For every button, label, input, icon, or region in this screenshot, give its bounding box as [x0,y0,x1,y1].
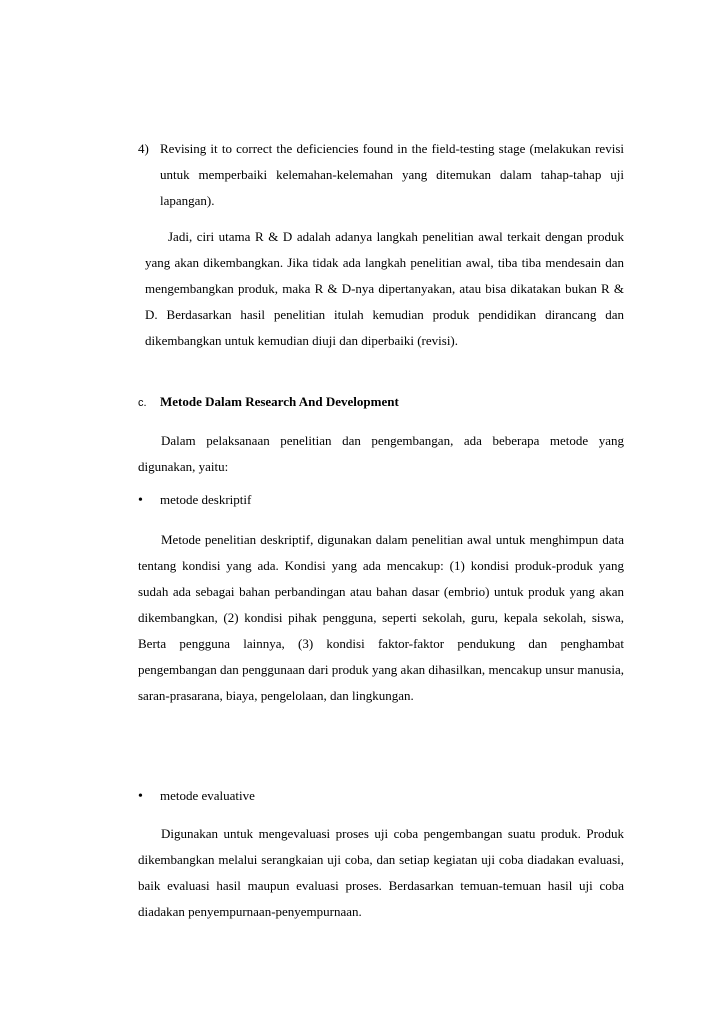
bullet-metode-deskriptif [138,487,624,514]
list-item-text: Revising it to correct the deficiencies found in the field-testing stage (melakukan revisi untuk memperbaiki kelemahan-kelemahan yang ditemukan dalam tahap-tahap uji lapangan). [160,141,624,208]
paragraph-ciri-utama: Jadi, ciri utama R & D adalah adanya langkah penelitian awal terkait dengan produk yang akan dikembangkan. Jika tidak ada langkah penelitian awal, tiba tiba mendesain dan mengembangkan produk, maka R & D-nya dipertanyakan, atau bisa dikatakan bukan R & D. Berdasarkan hasil penelitian itulah kemudian produk pendidikan dirancang dan dikembangkan untuk kemudian diuji dan diperbaiki (revisi). [145,229,624,348]
bullet-label: metode evaluative [160,788,255,803]
section-title: Metode Dalam Research And Development [160,394,399,409]
paragraph-deskriptif: Metode penelitian deskriptif, digunakan dalam penelitian awal untuk menghimpun data tentang kondisi yang ada. Kondisi yang ada mencakup: (1) kondisi produk-produk yang sudah ada sebagai bahan perbandingan atau bahan dasar (embrio) untuk produk yang akan dikembangkan, (2) kondisi pihak pengguna, seperti sekolah, guru, kepala sekolah, siswa, Berta pengguna lainnya, (3) kondisi faktor-faktor pendukung dan penghambat pengembangan dan penggunaan dari produk yang akan dihasilkan, mencakup unsur manusia, saran-prasarana, biaya, pengelolaan, dan lingkungan. [138,532,624,703]
paragraph-evaluative: Digunakan untuk mengevaluasi proses uji coba pengembangan suatu produk. Produk dikembangkan melalui serangkaian uji coba, dan setiap kegiatan uji coba diadakan evaluasi, baik evaluasi hasil maupun evaluasi proses. Berdasarkan temuan-temuan hasil uji coba diadakan penyempurnaan-penyempurnaan. [138,826,624,919]
bullet-icon: • [138,493,143,508]
bullet-label: metode deskriptif [160,492,252,507]
bullet-icon: • [138,789,143,804]
list-item-number: 4) [138,141,149,156]
list-item-4 [138,136,624,214]
bullet-metode-evaluative [138,783,624,810]
section-heading-c [138,389,624,416]
section-letter: c. [138,397,147,409]
paragraph-intro: Dalam pelaksanaan penelitian dan pengembangan, ada beberapa metode yang digunakan, yaitu: [138,433,624,474]
